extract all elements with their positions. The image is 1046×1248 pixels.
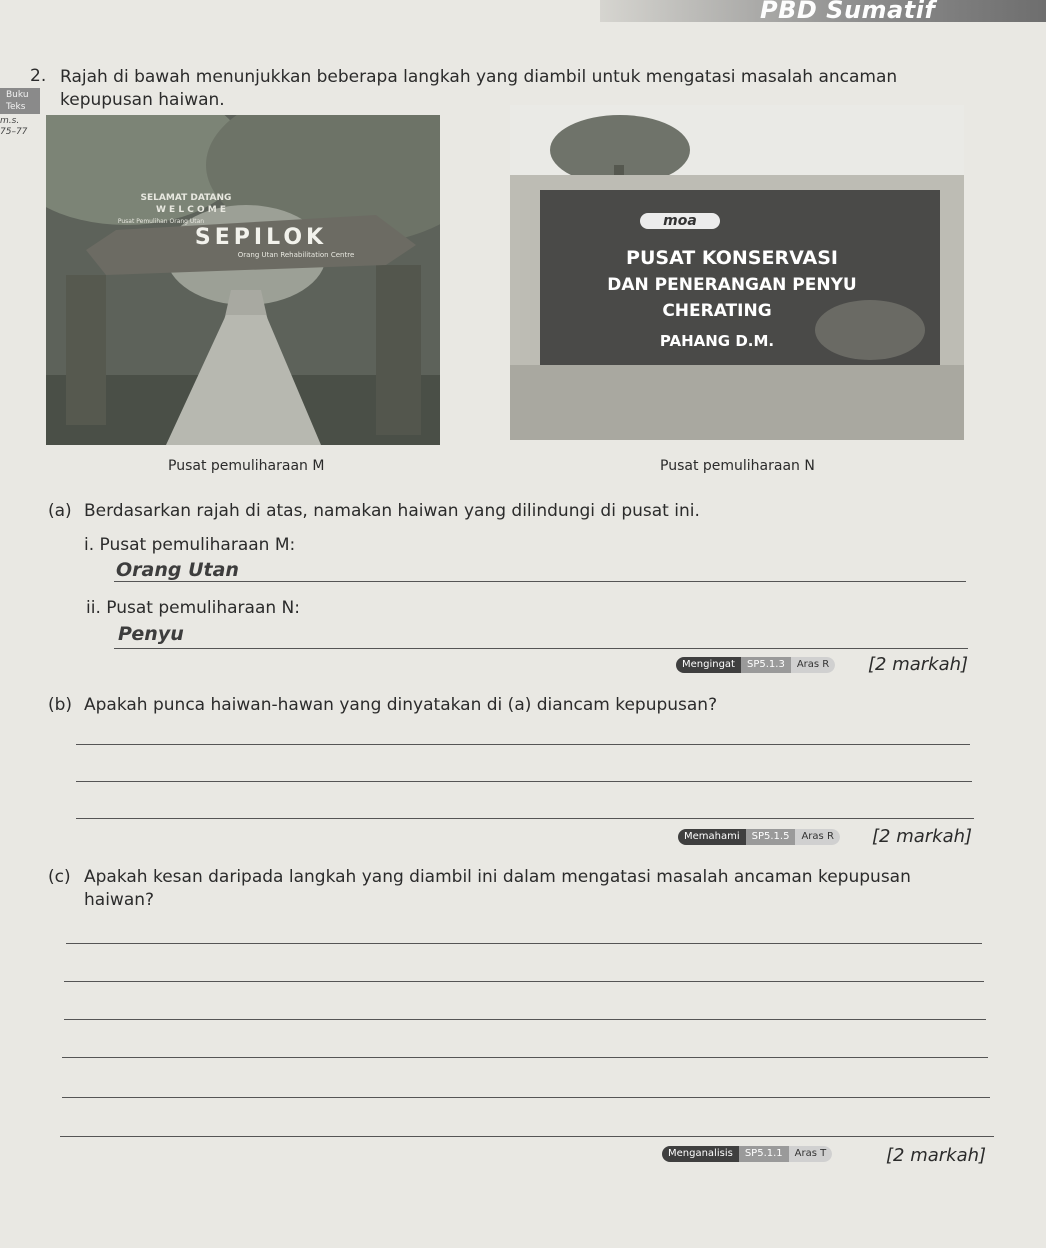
marks-c: [2 markah] (886, 1145, 987, 1166)
turtle-sign-line2: DAN PENERANGAN PENYU (607, 275, 857, 295)
caption-centre-m: Pusat pemuliharaan M (168, 458, 325, 474)
answer-line-i[interactable] (114, 581, 966, 582)
part-a-label: (a) (48, 501, 72, 521)
answer-line-c3[interactable] (64, 1019, 986, 1020)
turtle-sign-line1: PUSAT KONSERVASI (626, 247, 838, 269)
skill-badge-b (678, 829, 840, 845)
part-a-text: Berdasarkan rajah di atas, namakan haiwan yang dilindungi di pusat ini. (84, 501, 700, 521)
skill-level: Menganalisis (662, 1146, 739, 1162)
textbook-page-ref (0, 116, 27, 138)
turtle-sign-line3: CHERATING (662, 301, 772, 321)
photo-turtle-centre (510, 105, 964, 440)
part-c-label: (c) (48, 867, 71, 887)
answer-line-b1[interactable] (76, 744, 970, 745)
caption-centre-n: Pusat pemuliharaan N (660, 458, 815, 474)
skill-aras: Aras T (789, 1146, 833, 1162)
page-ref-label: m.s. (0, 116, 20, 126)
answer-i[interactable]: Orang Utan (116, 559, 239, 581)
part-b-text: Apakah punca haiwan-hawan yang dinyatakan di (a) diancam kepupusan? (84, 695, 718, 715)
page-header-title: PBD Sumatif (760, 0, 936, 24)
marks-b: [2 markah] (872, 826, 973, 847)
skill-aras: Aras R (795, 829, 839, 845)
skill-code: SP5.1.3 (741, 657, 791, 673)
sepilok-sign-sub: Orang Utan Rehabilitation Centre (237, 251, 355, 259)
photo-sepilok-centre (46, 115, 440, 445)
marks-a: [2 markah] (868, 654, 969, 675)
page-ref-range: 75–77 (0, 127, 28, 137)
answer-ii[interactable]: Penyu (118, 623, 184, 645)
part-a-sub-ii: ii. Pusat pemuliharaan N: (86, 598, 300, 618)
answer-line-c2[interactable] (64, 981, 984, 982)
skill-badge-a (676, 657, 835, 673)
sepilok-sign-main: SEPILOK (194, 225, 328, 250)
answer-line-b2[interactable] (76, 781, 972, 782)
skill-code: SP5.1.1 (739, 1146, 789, 1162)
turtle-sign-line4: PAHANG D.M. (659, 332, 775, 350)
question-number: 2. (30, 66, 47, 86)
skill-level: Mengingat (676, 657, 741, 673)
answer-line-c4[interactable] (62, 1057, 988, 1058)
sepilok-photo-image (46, 115, 440, 445)
skill-level: Memahami (678, 829, 746, 845)
answer-line-b3[interactable] (76, 818, 974, 819)
skill-aras: Aras R (791, 657, 835, 673)
sepilok-sign-line1: SELAMAT DATANG (140, 193, 232, 203)
sepilok-sign-line2: W E L C O M E (156, 205, 226, 215)
textbook-tab: Buku Teks (0, 88, 40, 114)
skill-code: SP5.1.5 (746, 829, 796, 845)
part-c-text: Apakah kesan daripada langkah yang diambil ini dalam mengatasi masalah ancaman kepupusan haiwan? (84, 867, 911, 910)
answer-line-c6[interactable] (60, 1136, 994, 1137)
part-a-sub-i: i. Pusat pemuliharaan M: (84, 535, 296, 555)
sepilok-sign-line3: Pusat Pemulihan Orang Utan (117, 218, 205, 225)
turtle-centre-photo-image (510, 105, 964, 440)
part-b-label: (b) (48, 695, 73, 715)
moa-logo: moa (640, 213, 720, 229)
answer-line-c5[interactable] (62, 1097, 990, 1098)
answer-line-ii[interactable] (114, 648, 968, 649)
skill-badge-c (662, 1146, 832, 1162)
answer-line-c1[interactable] (66, 943, 982, 944)
question-text: Rajah di bawah menunjukkan beberapa langkah yang diambil untuk mengatasi masalah ancaman kepupusan haiwan. (60, 67, 898, 110)
